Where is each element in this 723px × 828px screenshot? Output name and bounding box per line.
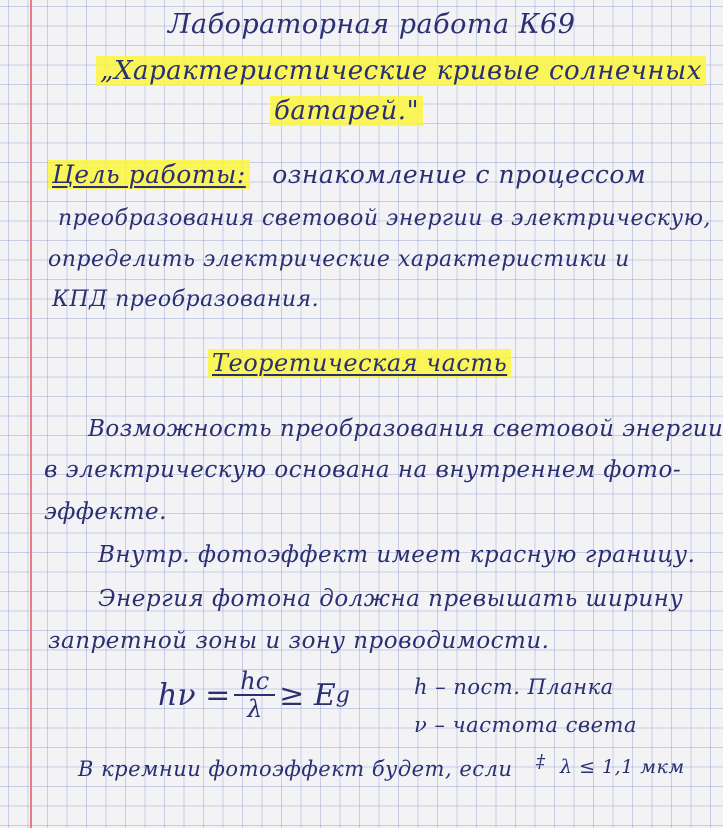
last-line-text: В кремнии фотоэффект будет, если — [78, 757, 513, 781]
note-nu: ν – частота света — [414, 713, 637, 737]
theory-line-1: Возможность преобразования световой энергии — [88, 416, 723, 442]
formula-denominator: λ — [247, 695, 263, 723]
goal-line-4: КПД преобразования. — [52, 287, 320, 312]
notebook-margin-line — [30, 0, 32, 828]
theory-line-5: Энергия фотона должна превышать ширину — [98, 586, 684, 612]
formula-lhs: hν = — [158, 677, 231, 713]
goal-text-1: ознакомление с процессом — [272, 160, 647, 189]
note-h: h – пост. Планка — [414, 675, 614, 699]
photon-energy-formula — [158, 668, 350, 722]
theory-line-6: запретной зоны и зону проводимости. — [48, 628, 550, 654]
theory-line-3: эффекте. — [44, 499, 167, 525]
title-line-2 — [96, 56, 706, 86]
theory-heading-text: Теоретическая часть — [208, 349, 511, 377]
last-line-mark: ‡ — [536, 751, 545, 772]
goal-line-1 — [48, 160, 646, 190]
theory-heading — [208, 348, 511, 378]
title-highlight-2: „Характеристические кривые солнечных — [96, 56, 706, 86]
title-line-3 — [270, 96, 423, 126]
title-line-1: Лабораторная работа К69 — [168, 9, 576, 40]
last-line-condition: λ ≤ 1,1 мкм — [560, 756, 685, 778]
theory-line-2: в электрическую основана на внутреннем фото- — [44, 457, 682, 483]
formula-numerator: hc — [234, 668, 275, 696]
goal-line-2: преобразования световой энергии в электрическую, — [58, 206, 712, 231]
formula-fraction — [234, 668, 275, 722]
formula-relation: ≥ E — [279, 677, 336, 713]
theory-line-4: Внутр. фотоэффект имеет красную границу. — [98, 542, 696, 568]
title-highlight-3: батарей." — [270, 96, 423, 126]
formula-subscript: g — [335, 682, 350, 708]
goal-label: Цель работы: — [48, 160, 250, 189]
goal-line-3: определить электрические характеристики и — [48, 247, 630, 272]
